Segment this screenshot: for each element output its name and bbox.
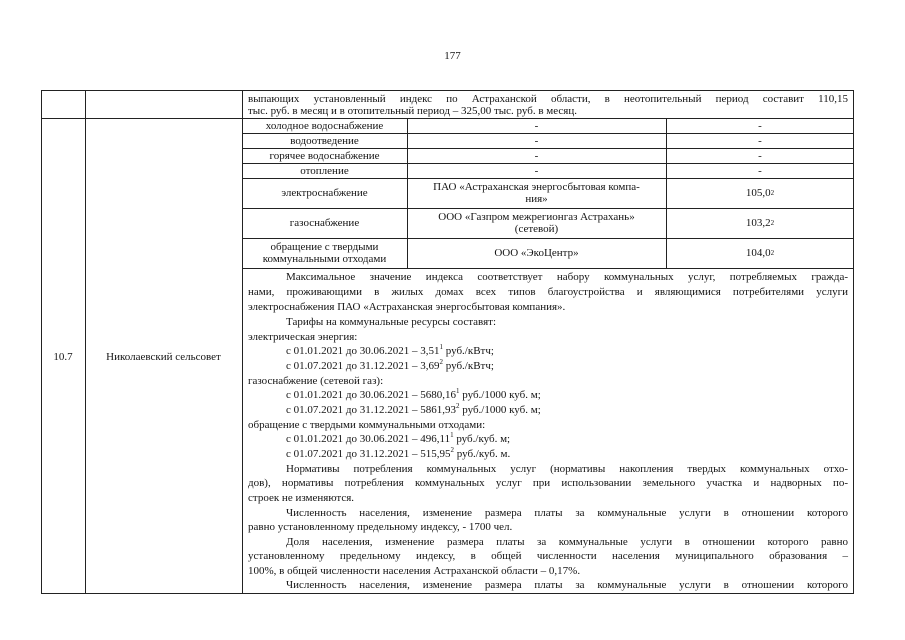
service-name: холодное водоснабжение — [265, 119, 384, 132]
paragraph-line: Численность населения, изменение размера платы за коммунальные услуги в отношении которого — [286, 579, 848, 591]
service-provider — [407, 208, 666, 238]
service-provider: - — [534, 119, 539, 132]
service-index: - — [758, 164, 762, 177]
tariff-line: с 01.01.2021 до 30.06.2021 – 496,11$^1$ руб./куб. м; — [286, 431, 511, 445]
paragraph-line: строек не изменяются. — [248, 492, 355, 504]
provider-line-2: ния» — [525, 193, 548, 205]
paragraph-line: 100%, в общей численности населения Астраханской области – 0,17%. — [248, 565, 581, 577]
service-provider — [407, 178, 666, 208]
subtable-row-7 — [242, 268, 854, 269]
index-value: 104,0 — [745, 247, 771, 259]
provider-line-2: (сетевой) — [514, 223, 559, 235]
paragraph-line: электроснабжения ПАО «Астраханская энергосбытовая компания». — [248, 301, 566, 313]
service-name: газоснабжение — [289, 217, 360, 229]
continuation-line-2: тыс. руб. в месяц и в отопительный период – 325,00 тыс. руб. в месяц. — [248, 105, 577, 117]
service-provider: - — [534, 164, 539, 177]
service-index: - — [758, 119, 762, 132]
service-name: водоотведение — [290, 134, 359, 147]
service-index: 103,2 2 — [745, 217, 775, 229]
service-provider: - — [534, 149, 539, 162]
continuation-line-1: выпающих установленный индекс по Астраханской области, в неотопительный период составит 110,15 — [248, 93, 848, 105]
provider-line-1: ПАО «Астраханская энергосбытовая компа- — [433, 181, 640, 193]
tariff-line: с 01.07.2021 до 31.12.2021 – 5861,93$^2$ руб./1000 куб. м; — [286, 402, 541, 416]
row-name: Николаевский сельсовет — [106, 351, 221, 363]
service-index: - — [758, 149, 762, 162]
paragraph-line: Тарифы на коммунальные ресурсы составят: — [286, 316, 497, 328]
section-label: газоснабжение (сетевой газ): — [248, 375, 384, 387]
service-name-line-2: коммунальными отходами — [262, 253, 387, 265]
row-divider-number — [41, 118, 242, 119]
service-name — [242, 238, 407, 268]
paragraph-line: Доля населения, изменение размера платы за коммунальные услуги в отношении которого равно — [286, 536, 848, 548]
paragraph-line: дов), нормативы потребления коммунальных услуг при использовании земельного участка и надворных по- — [248, 477, 848, 489]
tariff-line: с 01.07.2021 до 31.12.2021 – 3,69$^2$ руб./кВтч; — [286, 358, 494, 372]
service-name: горячее водоснабжение — [269, 149, 380, 162]
tariff-line: с 01.01.2021 до 30.06.2021 – 5680,16$^1$ руб./1000 куб. м; — [286, 387, 541, 401]
paragraph-line: равно установленному предельному индексу, - 1700 чел. — [248, 521, 513, 533]
service-index: - — [758, 134, 762, 147]
paragraph-line: установленному предельному индексу, в общей численности населения муниципального образования – — [248, 550, 848, 562]
paragraph-line: Максимальное значение индекса соответствует набору коммунальных услуг, потребляемых гражда- — [286, 271, 848, 283]
service-provider: ООО «ЭкоЦентр» — [494, 247, 579, 259]
tariff-line: с 01.07.2021 до 31.12.2021 – 515,95$^2$ руб./куб. м. — [286, 446, 511, 460]
col-divider-1 — [85, 90, 86, 594]
index-value: 105,0 — [745, 187, 771, 199]
section-label: электрическая энергия: — [248, 331, 358, 343]
paragraph-line: нами, проживающими в жилых домах всех типов благоустройства и являющимися потребителями услуги — [248, 286, 848, 298]
service-index: 105,0 2 — [745, 187, 775, 199]
service-provider: - — [534, 134, 539, 147]
row-number: 10.7 — [53, 351, 73, 363]
service-index: 104,0 2 — [745, 247, 775, 259]
section-label: обращение с твердыми коммунальными отходами: — [248, 419, 486, 431]
service-name: электроснабжение — [281, 187, 368, 199]
index-value: 103,2 — [745, 217, 771, 229]
provider-line-1: ООО «Газпром межрегионгаз Астрахань» — [438, 211, 635, 223]
paragraph-line: Численность населения, изменение размера платы за коммунальные услуги в отношении которого — [286, 507, 848, 519]
service-name: отопление — [300, 164, 349, 177]
service-name-line-1: обращение с твердыми — [270, 241, 379, 253]
tariff-line: с 01.01.2021 до 30.06.2021 – 3,51$^1$ руб./кВтч; — [286, 343, 494, 357]
paragraph-line: Нормативы потребления коммунальных услуг (нормативы накопления твердых коммунальных отхо- — [286, 463, 848, 475]
page-number: 177 — [444, 50, 461, 62]
